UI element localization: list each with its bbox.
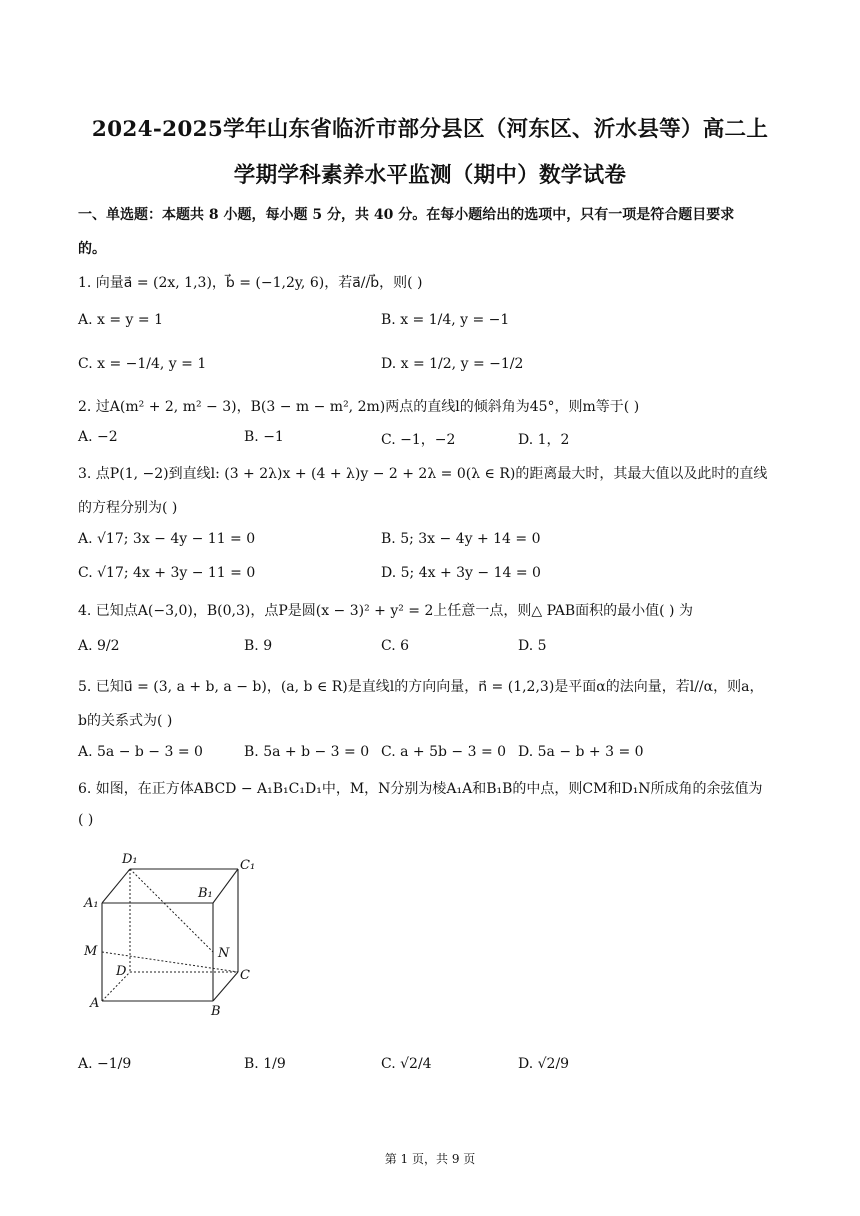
- q6-option-d: D. √2/9: [518, 1056, 570, 1072]
- q6-option-b: B. 1/9: [244, 1056, 286, 1072]
- label-n: N: [218, 946, 230, 961]
- label-a: A: [90, 996, 100, 1011]
- label-m: M: [84, 944, 98, 959]
- q4-option-a: A. 9/2: [78, 638, 120, 654]
- question-2-stem: 2. 过A(m² + 2, m² − 3)，B(3 − m − m², 2m)两点的直线l的倾斜角为45°，则m等于( ): [78, 399, 640, 415]
- q3-option-b: B. 5; 3x − 4y + 14 = 0: [381, 531, 541, 547]
- question-4-stem: 4. 已知点A(−3,0)，B(0,3)，点P是圆(x − 3)² + y² = 2上任意一点，则△ PAB面积的最小值( ) 为: [78, 603, 693, 619]
- question-1-stem: 1. 向量a⃗ = (2x, 1,3)，b⃗ = (−1,2y, 6)，若a⃗//b⃗，则( ): [78, 275, 423, 291]
- label-d: D: [116, 964, 127, 979]
- q5-option-d: D. 5a − b + 3 = 0: [518, 744, 644, 760]
- section-1-header-cont: 的。: [78, 241, 106, 257]
- q1-option-a: A. x = y = 1: [78, 312, 163, 328]
- q5-option-a: A. 5a − b − 3 = 0: [78, 744, 203, 760]
- label-c1: C₁: [240, 858, 256, 873]
- page-footer: 第 1 页，共 9 页: [384, 1152, 476, 1166]
- question-6-stem: 6. 如图，在正方体ABCD − A₁B₁C₁D₁中，M，N分别为棱A₁A和B₁B的中点，则CM和D₁N所成角的余弦值为: [78, 781, 763, 797]
- q4-option-b: B. 9: [244, 638, 273, 654]
- q1-option-d: D. x = 1/2, y = −1/2: [381, 356, 524, 372]
- label-c: C: [240, 968, 250, 983]
- label-d1: D₁: [122, 852, 138, 867]
- q2-option-b: B. −1: [244, 429, 284, 445]
- title-line-2: 学期学科素养水平监测（期中）数学试卷: [233, 163, 627, 188]
- question-3-stem: 3. 点P(1, −2)到直线l: (3 + 2λ)x + (4 + λ)y − 2 + 2λ = 0(λ ∈ R)的距离最大时，其最大值以及此时的直线: [78, 466, 768, 482]
- question-3-stem-cont: 的方程分别为( ): [78, 500, 178, 516]
- segment-d1-n: [130, 869, 213, 952]
- q5-option-c: C. a + 5b − 3 = 0: [381, 744, 507, 760]
- q2-option-a: A. −2: [78, 429, 118, 445]
- q1-option-b: B. x = 1/4, y = −1: [381, 312, 510, 328]
- question-6-stem-cont: ( ): [78, 812, 94, 828]
- q4-option-d: D. 5: [518, 638, 547, 654]
- title-line-1: 2024-2025学年山东省临沂市部分县区（河东区、沂水县等）高二上: [91, 117, 769, 142]
- edge-b1-c1: [213, 869, 238, 903]
- q5-option-b: B. 5a + b − 3 = 0: [244, 744, 370, 760]
- question-5-stem-cont: b的关系式为( ): [78, 713, 173, 729]
- q2-option-c: C. −1，−2: [381, 432, 456, 448]
- q3-option-a: A. √17; 3x − 4y − 11 = 0: [78, 531, 256, 547]
- q3-option-c: C. √17; 4x + 3y − 11 = 0: [78, 565, 256, 581]
- label-a1: A₁: [84, 896, 99, 911]
- cube-figure: [78, 845, 268, 1025]
- q6-option-c: C. √2/4: [381, 1056, 432, 1072]
- edge-a1-d1: [102, 869, 130, 903]
- q2-option-d: D. 1，2: [518, 432, 570, 448]
- q6-option-a: A. −1/9: [78, 1056, 132, 1072]
- q1-option-c: C. x = −1/4, y = 1: [78, 356, 207, 372]
- label-b: B: [211, 1004, 221, 1019]
- question-5-stem: 5. 已知u⃗ = (3, a + b, a − b)，(a, b ∈ R)是直线l的方向向量，n⃗ = (1,2,3)是平面α的法向量，若l//α，则a，: [78, 679, 764, 695]
- label-b1: B₁: [198, 886, 213, 901]
- edge-b-c: [213, 972, 238, 1001]
- q4-option-c: C. 6: [381, 638, 410, 654]
- section-1-header: 一、单选题：本题共 8 小题，每小题 5 分，共 40 分。在每小题给出的选项中，只有一项是符合题目要求: [78, 207, 735, 223]
- q3-option-d: D. 5; 4x + 3y − 14 = 0: [381, 565, 541, 581]
